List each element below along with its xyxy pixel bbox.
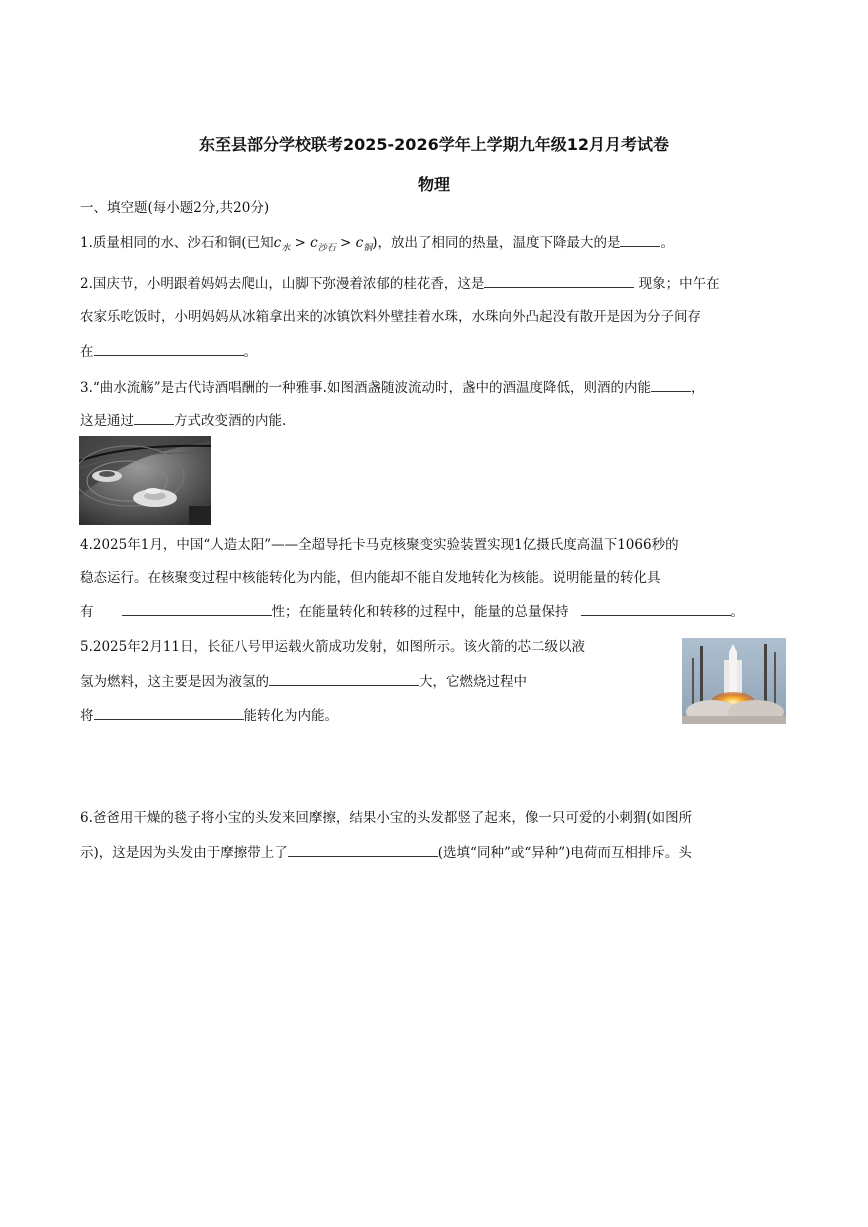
- q5-answer-blank-1[interactable]: [269, 671, 419, 686]
- question-4-line-2: 稳态运行。在核聚变过程中核能转化为内能，但内能却不能自发地转化为核能。说明能量的转化具: [80, 570, 661, 586]
- question-3-line-1: 3.“曲水流觞”是古代诗酒唱酬的一种雅事.如图酒盏随波流动时，盏中的酒温度降低，则酒的内能 ，: [80, 377, 704, 398]
- question-4-line-3: 有 性；在能量转化和转移的过程中，能量的总量保持 。: [80, 601, 744, 622]
- q2-answer-blank-2[interactable]: [94, 341, 244, 356]
- q3-answer-blank-2[interactable]: [134, 410, 174, 425]
- q5-answer-blank-2[interactable]: [94, 705, 244, 720]
- question-1: 1.质量相同的水、沙石和铜(已知$c_水 > c_{沙石} > c_铜$)，放出了相同的热量，温度下降最大的是 。: [80, 232, 674, 259]
- q6-answer-blank[interactable]: [288, 842, 438, 857]
- question-2-line-1: 2.国庆节，小明跟着妈妈去爬山，山脚下弥漫着浓郁的桂花香，这是 现象；中午在: [80, 273, 720, 294]
- q4-answer-blank-2[interactable]: [581, 601, 731, 616]
- rocket-launch-photo: [682, 638, 786, 724]
- exam-title: 东至县部分学校联考2025-2026学年上学期九年级12月月考试卷: [199, 135, 669, 154]
- question-4-line-1: 4.2025年1月，中国“人造太阳”——全超导托卡马克核聚变实验装置实现1亿摄氏度高温下1066秒的: [80, 537, 679, 553]
- question-5-line-1: 5.2025年2月11日，长征八号甲运载火箭成功发射，如图所示。该火箭的芯二级以液: [80, 639, 586, 655]
- q1-answer-blank[interactable]: [620, 232, 660, 247]
- question-5-line-3: 将 能转化为内能。: [80, 705, 338, 726]
- q1-text-pre: 1.质量相同的水、沙石和铜(已知: [80, 235, 274, 251]
- q1-formula: $c_水 > c_{沙石} > c_铜$: [273, 235, 373, 254]
- exam-subject: 物理: [417, 175, 450, 194]
- q2-answer-blank-1[interactable]: [484, 273, 634, 288]
- question-3-line-2: 这是通过 方式改变酒的内能.: [80, 410, 286, 431]
- section-heading: 一、填空题(每小题2分,共20分): [80, 200, 270, 216]
- question-5-line-2: 氢为燃料，这主要是因为液氢的 大，它燃烧过程中: [80, 671, 527, 692]
- question-2-line-3: 在 。: [80, 341, 257, 362]
- q4-answer-blank-1[interactable]: [122, 601, 272, 616]
- wine-cups-photo: [79, 436, 211, 525]
- question-6-line-2: 示)，这是因为头发由于摩擦带上了 (选填“同种”或“异种”)电荷而互相排斥。头: [80, 842, 692, 863]
- question-2-line-2: 农家乐吃饭时，小明妈妈从冰箱拿出来的冰镇饮料外壁挂着水珠，水珠向外凸起没有散开是因为分子间存: [80, 309, 701, 325]
- q3-answer-blank-1[interactable]: [651, 377, 691, 392]
- q1-text-post: )，放出了相同的热量，温度下降最大的是: [372, 235, 621, 251]
- question-6-line-1: 6.爸爸用干燥的毯子将小宝的头发来回摩擦，结果小宝的头发都竖了起来，像一只可爱的小刺猬(如图所: [80, 810, 693, 826]
